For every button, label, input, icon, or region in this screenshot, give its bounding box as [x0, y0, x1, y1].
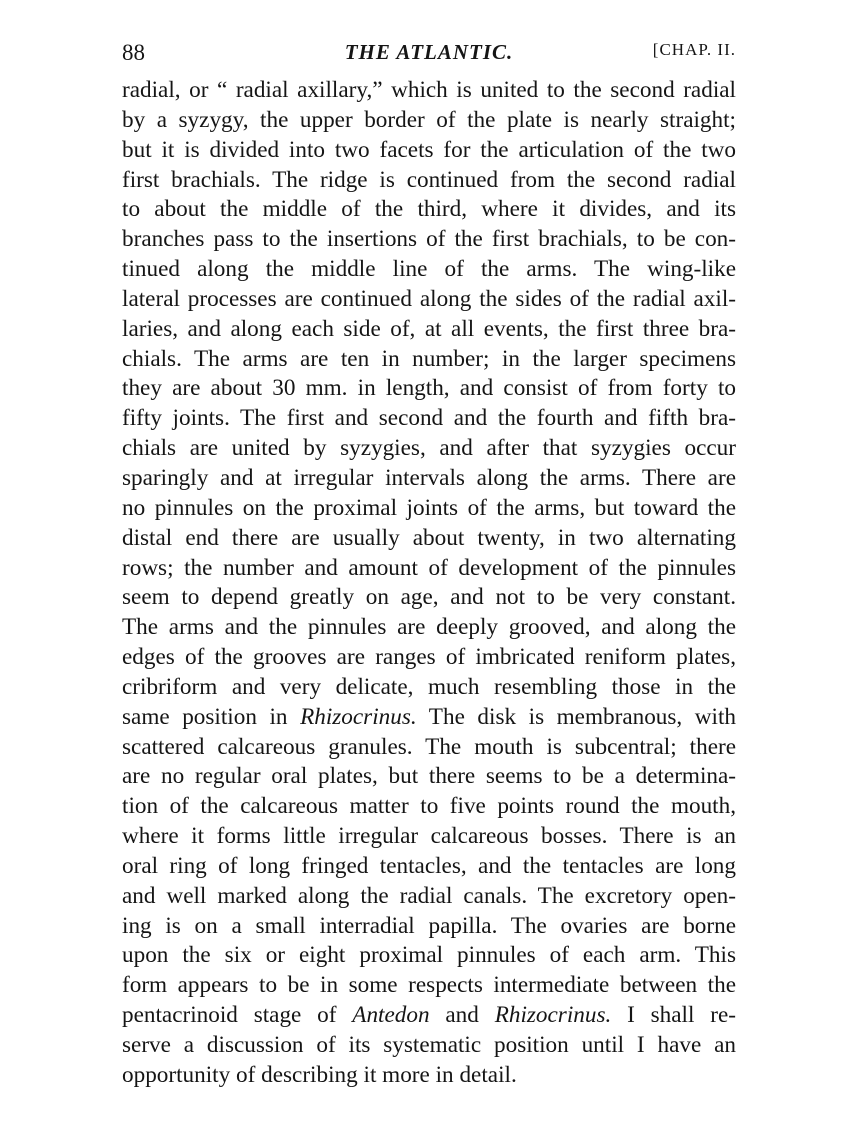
text-segment: where it forms little irregular calcareous bosses. There is an — [122, 823, 736, 850]
text-line — [122, 941, 736, 971]
text-segment: sparingly and at irregular intervals along the arms. There are — [122, 464, 736, 491]
text-segment: The arms and the pinnules are deeply grooved, and along the — [122, 614, 736, 641]
text-segment: seem to depend greatly on age, and not to be very constant. — [122, 584, 736, 611]
text-segment: pentacrinoid stage of — [122, 1002, 353, 1029]
text-segment: first brachials. The ridge is continued from the second radial — [122, 166, 736, 193]
text-line — [122, 524, 736, 554]
text-line — [122, 792, 736, 822]
text-line — [122, 285, 736, 315]
text-segment: they are about 30 mm. in length, and consist of from forty to — [122, 375, 736, 402]
text-segment: distal end there are usually about twenty, in two alternating — [122, 524, 736, 551]
text-segment: branches pass to the insertions of the first brachials, to be con- — [122, 226, 736, 253]
text-segment: form appears to be in some respects intermediate between the — [122, 972, 736, 999]
italic-taxon-name: Rhizocrinus. — [494, 1002, 612, 1029]
text-line — [122, 971, 736, 1001]
text-line — [122, 1031, 736, 1061]
text-segment: tion of the calcareous matter to five points round the mouth, — [122, 793, 736, 820]
text-line — [122, 345, 736, 375]
text-segment: to about the middle of the third, where it divides, and its — [122, 196, 736, 223]
text-segment: chials are united by syzygies, and after that syzygies occur — [122, 435, 736, 462]
text-line — [122, 195, 736, 225]
text-segment: serve a discussion of its systematic position until I have an — [122, 1032, 736, 1058]
body-paragraph — [122, 76, 736, 1091]
text-line — [122, 643, 736, 673]
text-segment: cribriform and very delicate, much resembling those in the — [122, 673, 736, 700]
text-line — [122, 464, 736, 494]
text-line — [122, 613, 736, 643]
text-segment: I shall re- — [611, 1002, 736, 1029]
text-line — [122, 1001, 736, 1031]
text-line — [122, 852, 736, 882]
text-segment: same position in — [122, 703, 301, 730]
italic-taxon-name: Antedon — [352, 1002, 430, 1029]
text-segment: opportunity of describing it more in detail. — [122, 1061, 517, 1088]
text-line — [122, 136, 736, 166]
text-segment: upon the six or eight proximal pinnules of each arm. This — [122, 942, 736, 969]
text-line — [122, 76, 736, 106]
text-segment: lateral processes are continued along the sides of the radial axil- — [122, 285, 736, 312]
text-line — [122, 315, 736, 345]
text-segment: radial, or “ radial axillary,” which is united to the second radial — [122, 77, 736, 103]
text-line — [122, 912, 736, 942]
text-line — [122, 554, 736, 584]
text-line — [122, 494, 736, 524]
text-line — [122, 1061, 736, 1091]
text-segment: ing is on a small interradial papilla. The ovaries are borne — [122, 912, 736, 939]
text-line — [122, 673, 736, 703]
text-line — [122, 434, 736, 464]
text-segment: edges of the grooves are ranges of imbricated reniform plates, — [122, 644, 736, 671]
italic-taxon-name: Rhizocrinus. — [300, 703, 417, 730]
text-line — [122, 404, 736, 434]
text-line — [122, 225, 736, 255]
text-line — [122, 106, 736, 136]
text-line — [122, 583, 736, 613]
text-line — [122, 882, 736, 912]
text-segment: scattered calcareous granules. The mouth is subcentral; there — [122, 733, 736, 760]
page-number: 88 — [122, 40, 145, 65]
text-line — [122, 762, 736, 792]
text-line — [122, 822, 736, 852]
text-line — [122, 166, 736, 196]
text-line — [122, 374, 736, 404]
text-segment: and well marked along the radial canals. The excretory open- — [122, 882, 736, 909]
chapter-reference: [CHAP. II. — [652, 40, 736, 59]
text-segment: but it is divided into two facets for the articulation of the two — [122, 136, 736, 163]
text-line — [122, 255, 736, 285]
text-line — [122, 703, 736, 733]
text-line — [122, 733, 736, 763]
text-segment: rows; the number and amount of development of the pinnules — [122, 554, 736, 581]
text-segment: no pinnules on the proximal joints of the arms, but toward the — [122, 494, 736, 521]
text-segment: The disk is membranous, with — [416, 703, 737, 730]
text-segment: tinued along the middle line of the arms. The wing-like — [122, 256, 736, 283]
text-segment: oral ring of long fringed tentacles, and the tentacles are long — [122, 852, 736, 879]
text-segment: chials. The arms are ten in number; in the larger specimens — [122, 345, 736, 372]
text-segment: and — [429, 1002, 495, 1029]
page-header — [122, 40, 736, 74]
text-segment: are no regular oral plates, but there seems to be a determina- — [122, 763, 736, 790]
text-segment: by a syzygy, the upper border of the plate is nearly straight; — [122, 106, 736, 133]
running-title: THE ATLANTIC. — [344, 40, 514, 64]
text-segment: fifty joints. The first and second and the fourth and fifth bra- — [122, 405, 736, 432]
text-segment: laries, and along each side of, at all events, the first three bra- — [122, 315, 736, 342]
